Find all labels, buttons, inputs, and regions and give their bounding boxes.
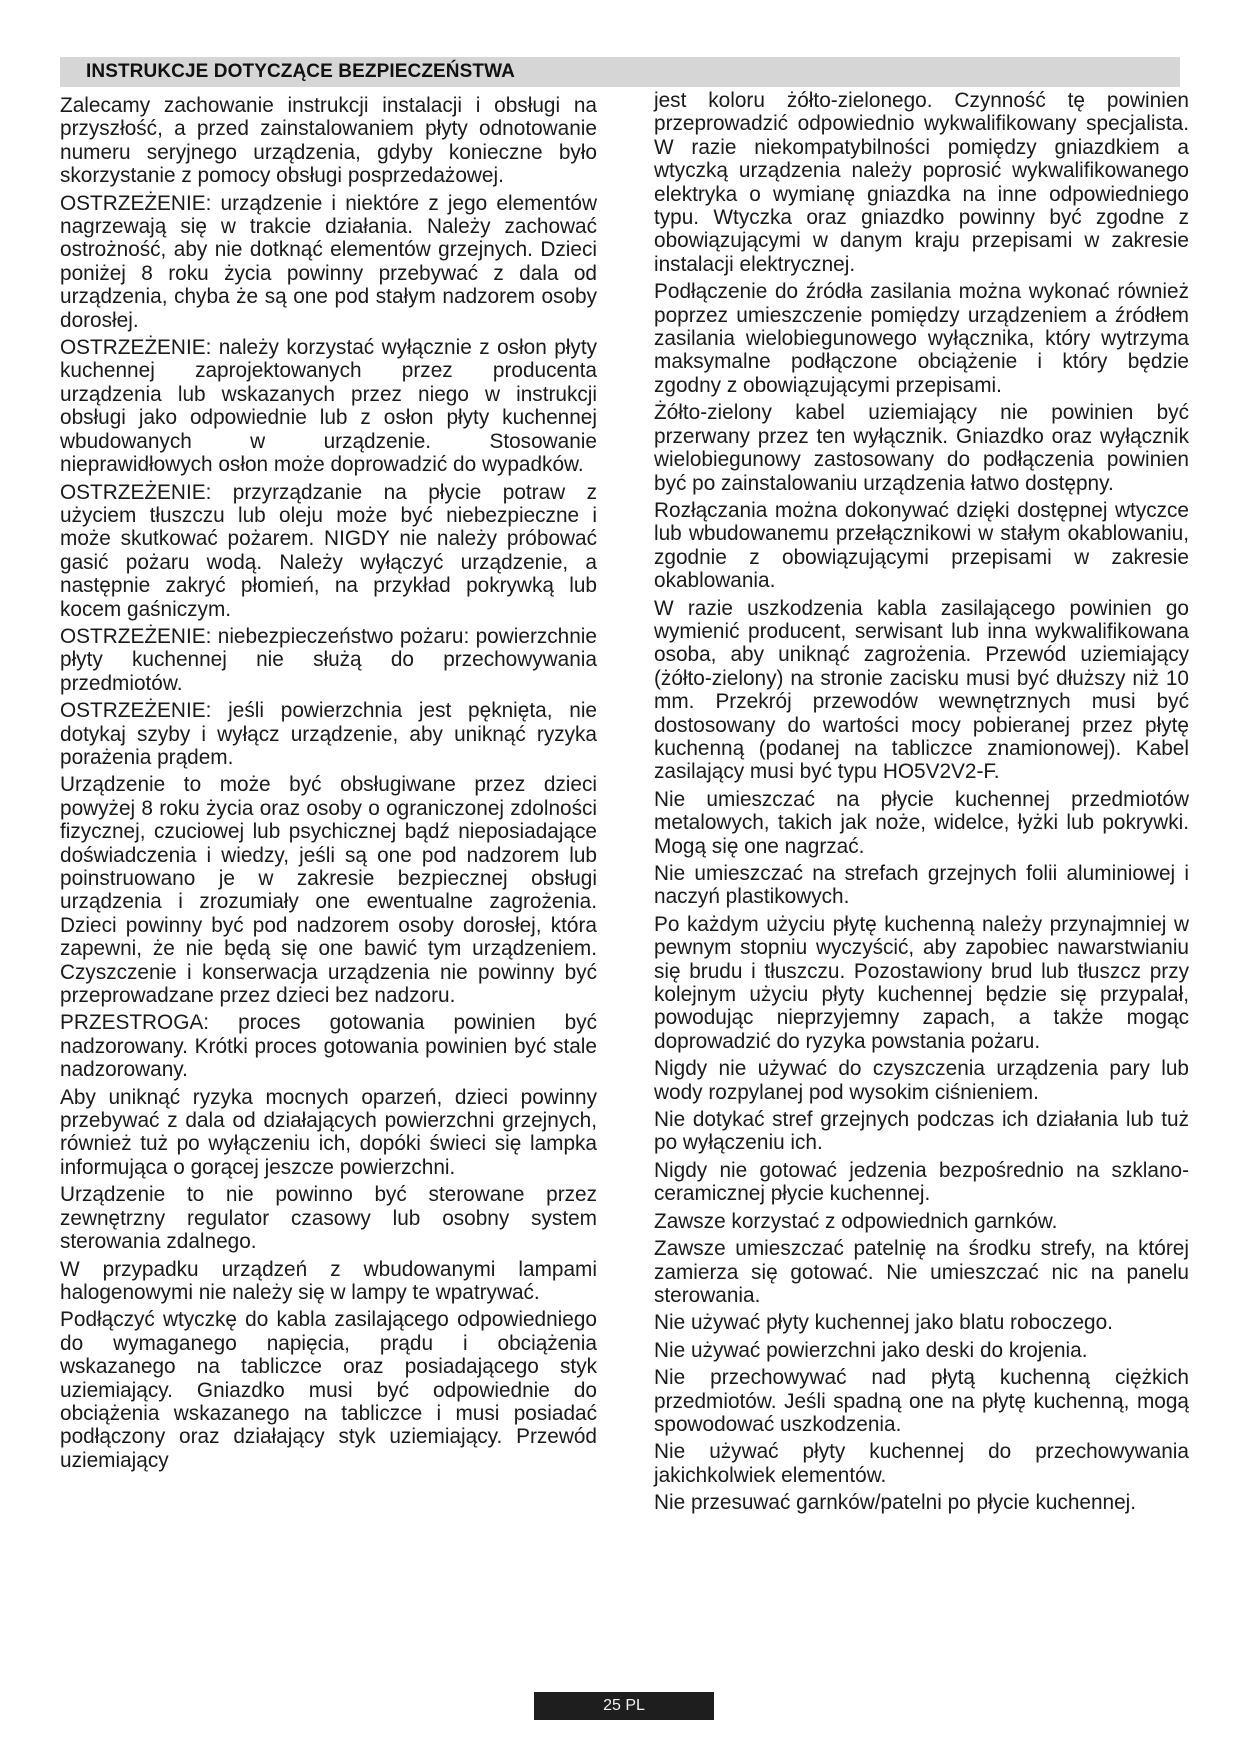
paragraph: Zalecamy zachowanie instrukcji instalacji i obsługi na przyszłość, a przed zainstalowaniem płyty odnotowanie numeru seryjnego urządzenia, gdyby konieczne było skorzystanie z pomocy obsługi posprzedażowej.: [60, 94, 597, 188]
paragraph: Nie przechowywać nad płytą kuchenną ciężkich przedmiotów. Jeśli spadną one na płytę kuchenną, mogą spowodować uszkodzenia.: [654, 1366, 1189, 1436]
section-title: INSTRUKCJE DOTYCZĄCE BEZPIECZEŃSTWA: [86, 61, 515, 82]
paragraph: Urządzenie to nie powinno być sterowane przez zewnętrzny regulator czasowy lub osobny system sterowania zdalnego.: [60, 1183, 597, 1254]
paragraph: Nie używać powierzchni jako deski do krojenia.: [654, 1338, 1088, 1362]
paragraph: Nie umieszczać na strefach grzejnych folii aluminiowej i naczyń plastikowych.: [654, 862, 1189, 909]
paragraph: Podłączyć wtyczkę do kabla zasilającego odpowiedniego do wymaganego napięcia, prądu i obciążenia wskazanego na tabliczce oraz posiadającego styk uziemiający. Gniazdko musi być odpowiednie do obciążenia wskazanego na tabliczce i musi posiadać podłączony oraz działający styk uziemiający. Przewód uziemiający: [60, 1308, 597, 1472]
paragraph: Rozłączania można dokonywać dzięki dostępnej wtyczce lub wbudowanemu przełącznikowi w stałym okablowaniu, zgodnie z obowiązującymi przepisami w zakresie okablowania.: [654, 498, 1189, 593]
paragraph: W przypadku urządzeń z wbudowanymi lampami halogenowymi nie należy się w lampy te wpatrywać.: [60, 1257, 597, 1304]
paragraph: Nie dotykać stref grzejnych podczas ich działania lub tuż po wyłączeniu ich.: [654, 1108, 1189, 1155]
right-text-column: [654, 89, 1189, 1519]
page-number: 25 PL: [603, 1697, 645, 1714]
paragraph: jest koloru żółto-zielonego. Czynność tę powinien przeprowadzić odpowiednio wykwalifikowany specjalista. W razie niekompatybilności pomiędzy gniazdkiem a wtyczką urządzenia należy poprosić wykwalifikowanego elektryka o wymianę gniazdka na inne odpowiedniego typu. Wtyczka oraz gniazdko powinny być zgodne z obowiązującymi w danym kraju przepisami w zakresie instalacji elektrycznej.: [654, 89, 1189, 276]
paragraph: Nie umieszczać na płycie kuchennej przedmiotów metalowych, takich jak noże, widelce, łyżki lub pokrywki. Mogą się one nagrzać.: [654, 787, 1189, 858]
paragraph: OSTRZEŻENIE: jeśli powierzchnia jest pęknięta, nie dotykaj szyby i wyłącz urządzenie, aby uniknąć ryzyka porażenia prądem.: [60, 699, 597, 769]
paragraph: OSTRZEŻENIE: urządzenie i niektóre z jego elementów nagrzewają się w trakcie działania. Należy zachować ostrożność, aby nie dotknąć elementów grzejnych. Dzieci poniżej 8 roku życia powinny przebywać z dala od urządzenia, chyba że są one pod stałym nadzorem osoby dorosłej.: [60, 191, 597, 332]
page-number-badge: [534, 1692, 714, 1720]
paragraph: OSTRZEŻENIE: niebezpieczeństwo pożaru: powierzchnie płyty kuchennej nie służą do przechowywania przedmiotów.: [60, 624, 597, 695]
paragraph: OSTRZEŻENIE: należy korzystać wyłącznie z osłon płyty kuchennej zaprojektowanych przez producenta urządzenia lub wskazanych przez niego w instrukcji obsługi jako odpowiednie lub z osłon płyty kuchennej wbudowanych w urządzenie. Stosowanie nieprawidłowych osłon może doprowadzić do wypadków.: [60, 336, 597, 477]
section-header-bar: [60, 57, 1180, 87]
paragraph: W razie uszkodzenia kabla zasilającego powinien go wymienić producent, serwisant lub inna wykwalifikowana osoba, aby uniknąć zagrożenia. Przewód uziemiający (żółto-zielony) na stronie zacisku musi być dłuższy niż 10 mm. Przekrój przewodów wewnętrznych musi być dostosowany do wartości mocy pobieranej przez płytę kuchenną (podanej na tabliczce znamionowej). Kabel zasilający musi być typu HO5V2V2-F.: [654, 596, 1189, 784]
paragraph: Zawsze umieszczać patelnię na środku strefy, na której zamierza się gotować. Nie umieszczać nic na panelu sterowania.: [654, 1237, 1189, 1307]
paragraph: Nigdy nie gotować jedzenia bezpośrednio na szklano-ceramicznej płycie kuchennej.: [654, 1158, 1189, 1206]
paragraph: Podłączenie do źródła zasilania można wykonać również poprzez umieszczenie pomiędzy urządzeniem a źródłem zasilania wielobiegunowego wyłącznika, który wytrzyma maksymalne podłączone obciążenie i który będzie zgodny z obowiązującymi przepisami.: [654, 280, 1189, 397]
paragraph: Nie przesuwać garnków/patelni po płycie kuchennej.: [654, 1491, 1137, 1515]
left-text-column: [60, 94, 597, 1476]
paragraph: OSTRZEŻENIE: przyrządzanie na płycie potraw z użyciem tłuszczu lub oleju może być niebezpieczne i może skutkować pożarem. NIGDY nie należy próbować gasić pożaru wodą. Należy wyłączyć urządzenie, a następnie zakryć płomień, na przykład pokrywką lub kocem gaśniczym.: [60, 480, 597, 621]
paragraph: Żółto-zielony kabel uziemiający nie powinien być przerwany przez ten wyłącznik. Gniazdko oraz wyłącznik wielobiegunowy zastosowany do podłączenia powinien być po zainstalowaniu urządzenia łatwo dostępny.: [654, 401, 1189, 495]
paragraph: Nie używać płyty kuchennej jako blatu roboczego.: [654, 1311, 1113, 1335]
paragraph: Zawsze korzystać z odpowiednich garnków.: [654, 1209, 1058, 1233]
paragraph: Po każdym użyciu płytę kuchenną należy przynajmniej w pewnym stopniu wyczyścić, aby zapobiec nawarstwianiu się brudu i tłuszczu. Pozostawiony brud lub tłuszcz przy kolejnym użyciu płyty kuchennej będzie się przypalał, powodując nieprzyjemny zapach, a także mogąc doprowadzić do ryzyka powstania pożaru.: [654, 912, 1189, 1053]
paragraph: Aby uniknąć ryzyka mocnych oparzeń, dzieci powinny przebywać z dala od działających powierzchni grzejnych, również tuż po wyłączeniu ich, dopóki świeci się lampka informująca o gorącej jeszcze powierzchni.: [60, 1085, 597, 1179]
paragraph: PRZESTROGA: proces gotowania powinien być nadzorowany. Krótki proces gotowania powinien być stale nadzorowany.: [60, 1011, 597, 1082]
paragraph: Nigdy nie używać do czyszczenia urządzenia pary lub wody rozpylanej pod wysokim ciśnieniem.: [654, 1057, 1189, 1104]
paragraph: Nie używać płyty kuchennej do przechowywania jakichkolwiek elementów.: [654, 1440, 1189, 1487]
paragraph: Urządzenie to może być obsługiwane przez dzieci powyżej 8 roku życia oraz osoby o ograniczonej zdolności fizycznej, czuciowej lub psychicznej bądź nieposiadające doświadczenia i wiedzy, jeśli są one pod nadzorem lub poinstruowano je w zakresie bezpiecznej obsługi urządzenia i zrozumiały one ewentualne zagrożenia. Dzieci powinny być pod nadzorem osoby dorosłej, która zapewni, że nie będą się one bawić tym urządzeniem. Czyszczenie i konserwacja urządzenia nie powinny być przeprowadzane przez dzieci bez nadzoru.: [60, 773, 597, 1008]
